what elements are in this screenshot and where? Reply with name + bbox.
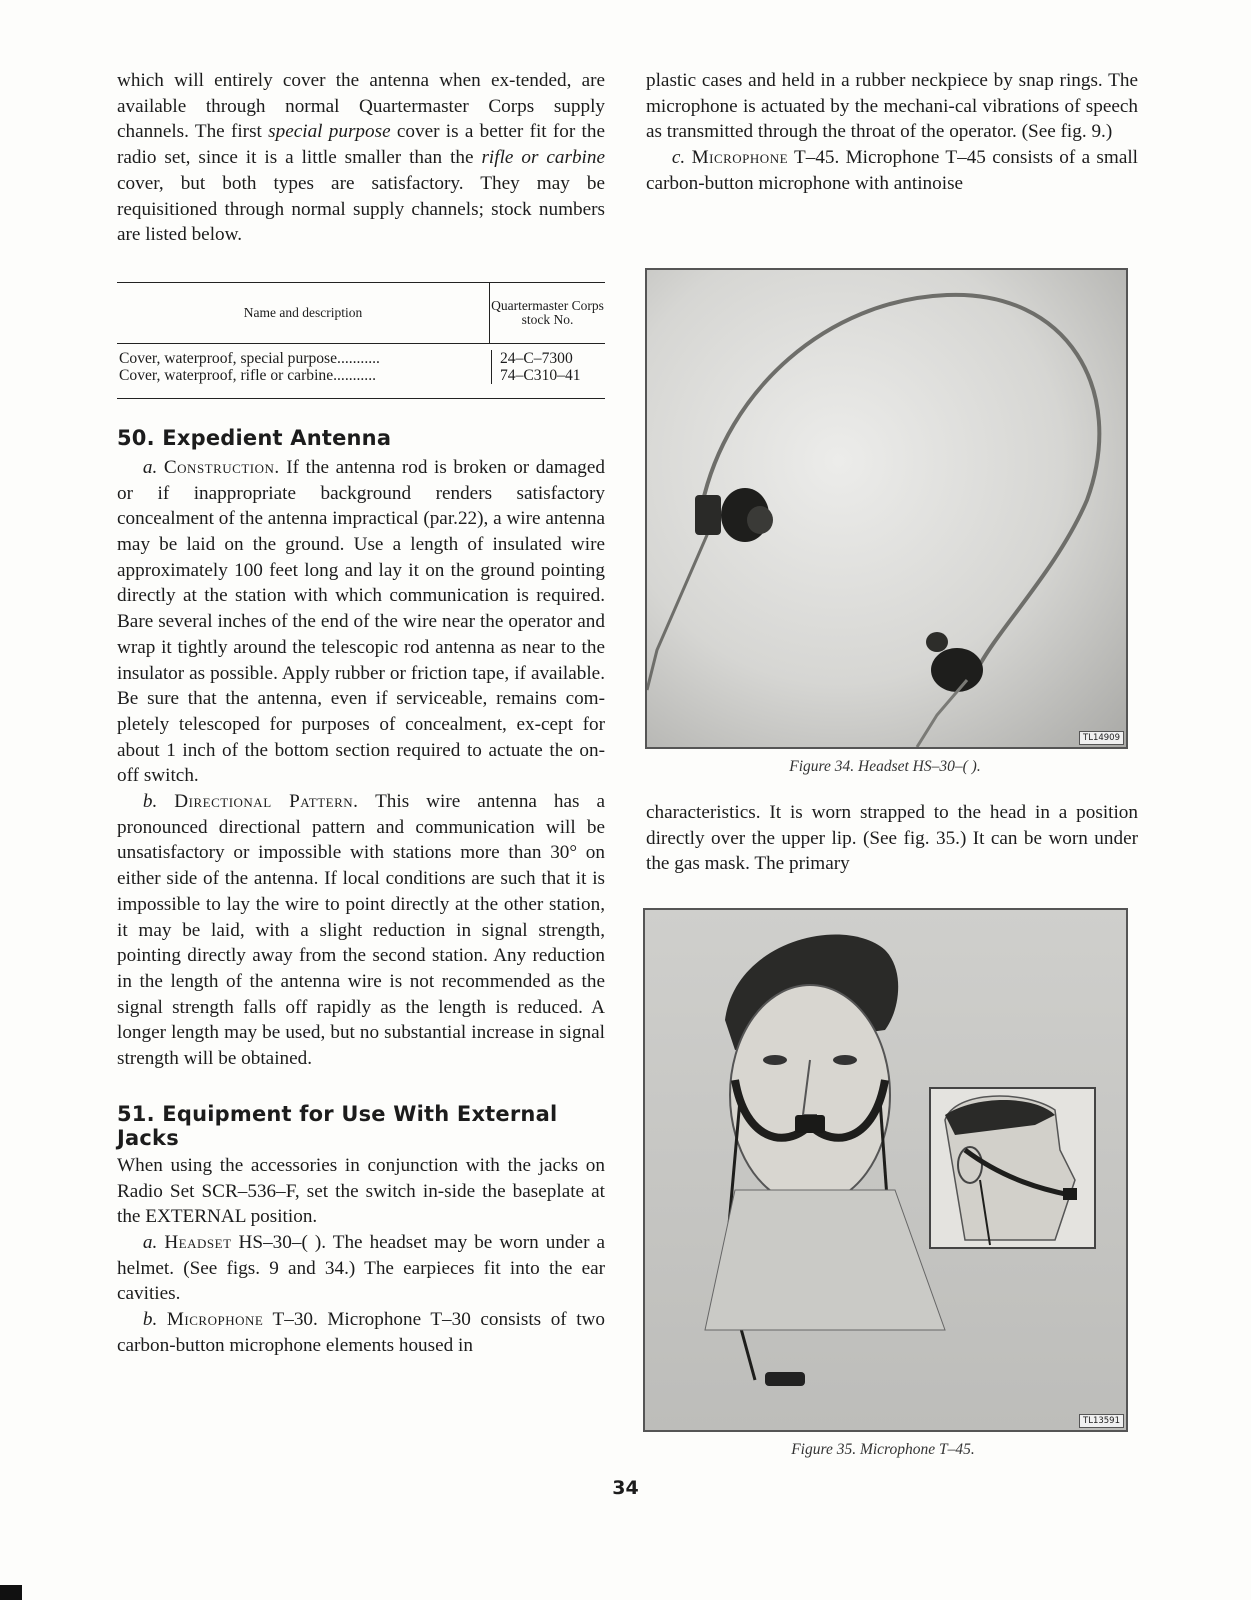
right-column-lower [646,800,1138,877]
figure-35-tag: TL13591 [1079,1414,1124,1428]
section-50-paragraph-a: a. Construction. If the antenna rod is broken or damaged or if inappropriate background renders satisfactory concealment of the antenna impractical (par.22), a wire antenna may be laid on the ground. Use a length of insulated wire approximately 100 feet long and lay it on the ground pointing directly at the station with which communication is required. Bare several inches of the end of the wire near the operator and wrap it tightly around the telescopic rod antenna as near to the insulator as possible. Apply rubber or friction tape, if available. Be sure that the antenna, even if serviceable, remains com-pletely telescoped for purposes of concealment, ex-cept for about 1 inch of the bottom section required to actuate the on-off switch. [117,456,606,787]
figure-34-headset-photo [645,268,1128,749]
left-column [117,68,605,1358]
section-51-paragraph-a: a. Headset HS–30–( ). The headset may be worn under a helmet. (See figs. 9 and 34.) The earpieces fit into the ear cavities. [117,1231,606,1305]
page-number: 34 [612,1477,639,1499]
intro-paragraph: which will entirely cover the antenna when ex-tended, are available through normal Quartermaster Corps supply channels. The first special purpose cover is a better fit for the radio set, since it is a little smaller than the rifle or carbine cover, but both types are satisfactory. They may be requisitioned through normal supply channels; stock numbers are listed below. [117,70,605,246]
stock-table [117,282,605,399]
table-row [117,350,605,367]
paragraph-c: c. Microphone T–45. Microphone T–45 consists of a small carbon-button microphone with antinoise [646,147,1138,194]
table-row [117,367,605,384]
header-stock-number: Quartermaster Corps stock No. [491,297,604,327]
section-51-heading: 51. Equipment for Use With External Jacks [117,1101,558,1150]
man-wearing-microphone-drawing [645,910,1126,1430]
header-name-description: Name and description [117,283,490,343]
section-51-intro: When using the accessories in conjunction with the jacks on Radio Set SCR–536–F, set the switch in-side the baseplate at the EXTERNAL position. [117,1154,605,1228]
right-column [646,68,1138,197]
right-paragraph-characteristics: characteristics. It is worn strapped to the head in a position directly over the upper lip. (See fig. 35.) It can be worn under the gas mask. The primary [646,802,1138,875]
row-name: Cover, waterproof, special purpose........... [117,350,492,367]
figure-34-caption: Figure 34. Headset HS–30–( ). [789,758,981,775]
section-50-heading: 50. Expedient Antenna [117,425,392,450]
section-50-paragraph-b: b. Directional Pattern. This wire antenna has a pronounced directional pattern and communication will be unsatisfactory or impossible with stations more than 30° on either side of the antenna. If local conditions are such that it is impossible to lay the wire to point directly at the other station, it may be laid, with a slight reduction in signal strength, pointing directly away from the second station. Any reduction in the length of the antenna wire is not recommended as the signal strength falls off rapidly as the length is reduced. A longer length may be used, but no substantial increase in signal strength will be obtained. [117,791,605,1070]
figure-34-tag: TL14909 [1079,731,1124,745]
scan-corner-mark [0,1585,22,1600]
row-stock: 74–C310–41 [500,366,581,384]
row-name: Cover, waterproof, rifle or carbine........... [117,367,492,384]
right-paragraph-continued: plastic cases and held in a rubber neckpiece by snap rings. The microphone is actuated by the mechani-cal vibrations of speech as transmitted through the throat of the operator. (See fig. 9.) [646,70,1138,143]
section-51-paragraph-b: b. Microphone T–30. Microphone T–30 consists of two carbon-button microphone elements housed in [117,1309,606,1356]
headset-illustration [647,270,1126,747]
figure-35-caption: Figure 35. Microphone T–45. [791,1441,975,1458]
row-stock: 24–C–7300 [500,349,573,367]
figure-35-microphone-illustration [643,908,1128,1432]
table-header [117,283,605,344]
